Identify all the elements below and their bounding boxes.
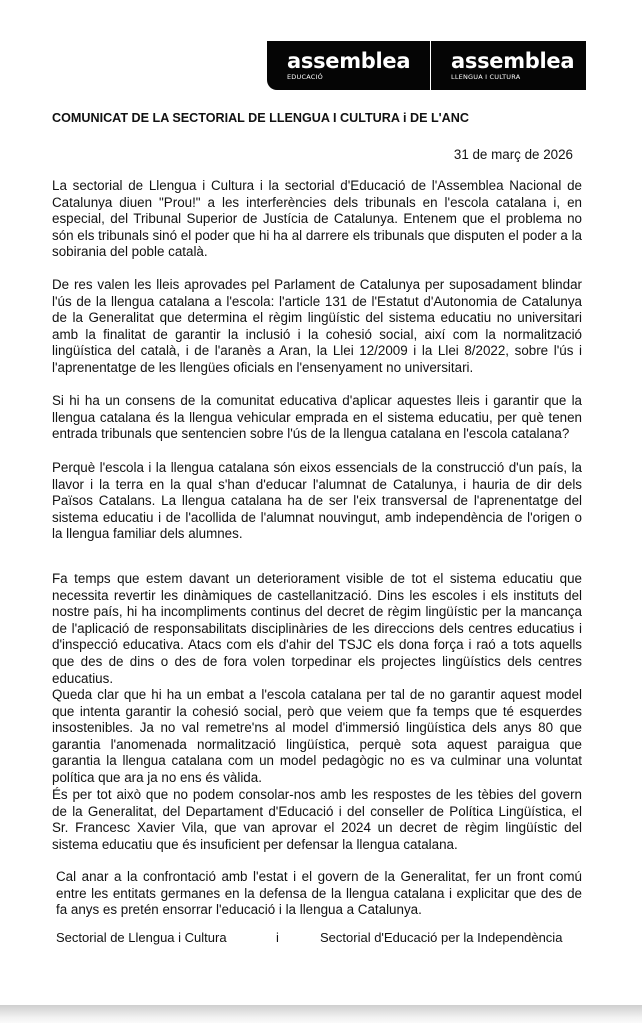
paragraph: Si hi ha un consens de la comunitat educativa d'aplicar aquestes lleis i garantir que la llengua catalana és la llengua vehicular emprada en el sistema educatiu, per què tenen entrada tribunals que sentencien sobre l'ús de la llengua catalana en l'escola catalana? bbox=[52, 393, 582, 442]
paragraph: La sectorial de Llengua i Cultura i la sectorial d'Educació de l'Assemblea Nacional de Catalunya diuen "Prou!" a les interferències dels tribunals en l'escola catalana i, en especial, del Tribunal Superior de Justícia de Catalunya. Entenem que el problema no són els tribunals sinó el poder que hi ha al darrere els tribunals que disputen el poder a la sobirania del poble català. bbox=[52, 178, 583, 260]
paragraph: Perquè l'escola i la llengua catalana són eixos essencials de la construcció d'un país, la llavor i la terra en la qual s'han d'educar l'alumnat de Catalunya, i hauria de dir dels Països Catalans. La llengua catalana ha de ser l'eix transversal de l'aprenentatge del sistema educatiu i de l'acollida de l'alumnat nouvingut, amb independència de l'origen o la llengua familiar dels alumnes. bbox=[52, 460, 582, 542]
page-bottom-shadow bbox=[0, 1005, 642, 1023]
logo-subtitle: LLENGUA I CULTURA bbox=[451, 72, 521, 81]
logo-wordmark: assemblea bbox=[287, 48, 411, 73]
logo-wordmark: assemblea bbox=[451, 48, 575, 73]
signature-separator: i bbox=[276, 930, 279, 945]
paragraph: És per tot això que no podem consolar-nos amb les respostes de les tèbies del govern de la Generalitat, del Departament d'Educació i del conseller de Política Lingüística, el Sr. Francesc Xavier Vila, que van aprovar el 2024 un decret de règim lingüístic del sistema educatiu que és insuficient per defensar la llengua catalana. bbox=[52, 787, 582, 852]
paragraph: Fa temps que estem davant un deteriorament visible de tot el sistema educatiu que necessita revertir les dinàmiques de castellanització. Dins les escoles i els instituts del nostre país, hi ha incompliments continus del decret de règim lingüístic per la mancança de l'aplicació de responsabilitats disciplinàries de les direccions dels centres educatius i d'inspecció educativa. Atacs com els d'ahir del TSJC els dona força i raó a tots aquells que des de dins o des de fora volen torpedinar els projectes lingüístics dels centres educatius. bbox=[52, 571, 582, 686]
logo-subtitle: EDUCACIÓ bbox=[287, 72, 323, 81]
document-title: COMUNICAT DE LA SECTORIAL DE LLENGUA I CULTURA i DE L'ANC bbox=[52, 111, 469, 125]
signature-right: Sectorial d'Educació per la Independència bbox=[320, 930, 563, 945]
paragraph: Queda clar que hi ha un embat a l'escola catalana per tal de no garantir aquest model que intenta garantir la cohesió social, però que veiem que fa temps que té esquerdes insostenibles. Ja no val remetre'ns al model d'immersió lingüística dels anys 80 que garantia l'anomenada normalització lingüística, perquè sota aquest paraigua que garantia la llengua catalana com un model pedagògic no es va culminar una voluntat política que ara ja no ens és vàlida. bbox=[52, 687, 582, 785]
paragraph: Cal anar a la confrontació amb l'estat i el govern de la Generalitat, fer un front comú entre les entitats germanes en la defensa de la llengua catalana i explicitar que des de fa anys es pretén ensorrar l'educació i la llengua a Catalunya. bbox=[56, 869, 582, 918]
header-logos bbox=[267, 41, 586, 90]
paragraph: De res valen les lleis aprovades pel Parlament de Catalunya per suposadament blindar l'ús de la llengua catalana a l'escola: l'article 131 de l'Estatut d'Autonomia de Catalunya de la Generalitat que determina el règim lingüístic del sistema educatiu no universitari amb la finalitat de garantir la inclusió i la cohesió social, així com la normalització lingüística del català, i de l'aranès a Aran, la Llei 12/2009 i la Llei 8/2022, sobre l'ús i l'aprenentatge de les llengües oficials en l'ensenyament no universitari. bbox=[52, 277, 582, 375]
document-date: 31 de març de 2026 bbox=[453, 147, 573, 162]
logo-assemblea-educacio bbox=[267, 41, 430, 90]
logo-assemblea-llengua-cultura bbox=[431, 41, 586, 90]
signature-left: Sectorial de Llengua i Cultura bbox=[56, 930, 227, 945]
